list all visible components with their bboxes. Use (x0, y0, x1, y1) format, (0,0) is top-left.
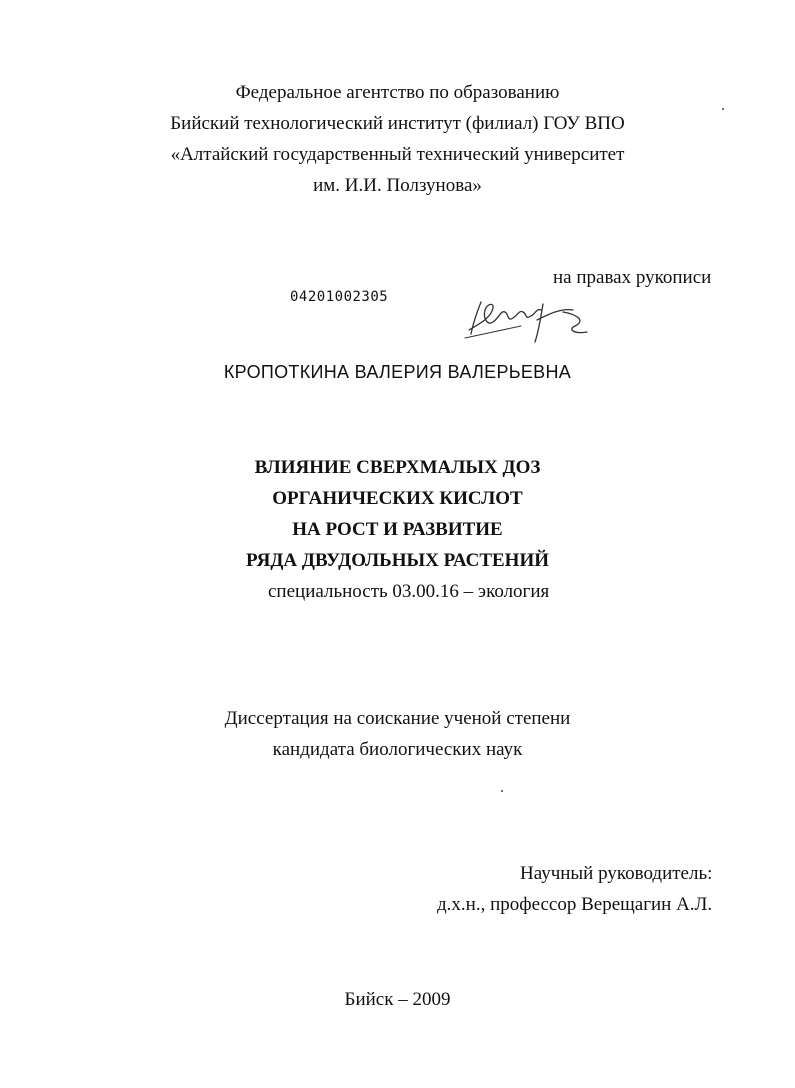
author-name: КРОПОТКИНА ВАЛЕРИЯ ВАЛЕРЬЕВНА (223, 362, 572, 382)
scan-speck (501, 790, 503, 792)
catalog-number: 04201002305 (290, 289, 389, 305)
rights-note: на правах рукописи (553, 267, 712, 288)
title-line-4: РЯДА ДВУДОЛЬНЫХ РАСТЕНИЙ (245, 550, 550, 571)
handwritten-signature (463, 296, 591, 346)
title-line-1: ВЛИЯНИЕ СВЕРХМАЛЫХ ДОЗ (254, 457, 541, 478)
specialty: специальность 03.00.16 – экология (268, 581, 550, 602)
supervisor-name: д.х.н., профессор Верещагин А.Л. (437, 894, 713, 915)
title-line-2: ОРГАНИЧЕСКИХ КИСЛОТ (272, 488, 523, 509)
title-line-3: НА РОСТ И РАЗВИТИЕ (292, 519, 503, 540)
degree-line-1: Диссертация на соискание ученой степени (224, 708, 571, 729)
degree-line-2: кандидата биологических наук (272, 739, 523, 760)
scan-speck (722, 108, 724, 110)
header-line-university: «Алтайский государственный технический университет (170, 144, 625, 165)
supervisor-label: Научный руководитель: (520, 863, 713, 884)
city-year: Бийск – 2009 (344, 989, 451, 1010)
header-line-agency: Федеральное агентство по образованию (235, 82, 560, 103)
header-line-named-after: им. И.И. Ползунова» (313, 175, 482, 196)
header-line-institute: Бийский технологический институт (филиал) ГОУ ВПО (170, 113, 625, 134)
